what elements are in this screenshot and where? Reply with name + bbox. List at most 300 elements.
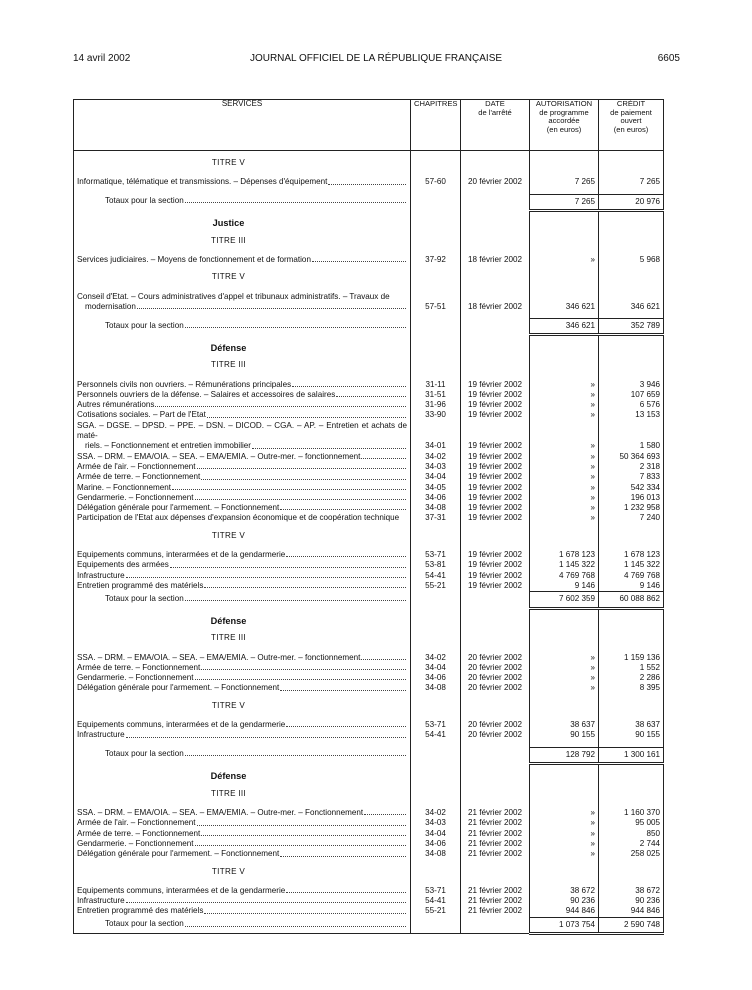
service-label bbox=[74, 839, 411, 849]
empty-cell bbox=[411, 353, 461, 379]
autorisation-cell: » bbox=[530, 513, 599, 523]
leader-dots bbox=[292, 380, 406, 387]
service-label bbox=[74, 663, 411, 673]
empty-cell bbox=[599, 210, 664, 228]
autorisation-cell: 9 146 bbox=[530, 581, 599, 592]
service-text: Marine. – Fonctionnement bbox=[77, 482, 172, 492]
leader-dots bbox=[172, 483, 406, 490]
autorisation-cell: » bbox=[530, 400, 599, 410]
date-cell: 21 février 2002 bbox=[461, 896, 530, 906]
chapitre-cell: 34-06 bbox=[411, 839, 461, 849]
autorisation-cell: 4 769 768 bbox=[530, 571, 599, 581]
titre-heading: TITRE III bbox=[74, 782, 411, 808]
service-text: Gendarmerie. – Fonctionnement bbox=[77, 838, 194, 848]
autorisation-cell: 346 621 bbox=[530, 292, 599, 313]
titre-heading: TITRE V bbox=[74, 860, 411, 886]
chapitre-cell: 34-05 bbox=[411, 483, 461, 493]
service-label bbox=[74, 177, 411, 187]
ministry-heading: Justice bbox=[74, 210, 411, 228]
date-cell: 19 février 2002 bbox=[461, 493, 530, 503]
service-label bbox=[74, 886, 411, 896]
chapitre-cell: 34-04 bbox=[411, 663, 461, 673]
total-credit: 20 976 bbox=[599, 194, 664, 210]
date-cell: 20 février 2002 bbox=[461, 673, 530, 683]
table-row bbox=[74, 839, 664, 849]
service-text: Délégation générale pour l'armement. – Fonctionnement bbox=[77, 683, 280, 693]
leader-dots bbox=[336, 390, 406, 397]
empty-cell bbox=[411, 608, 461, 626]
empty-cell bbox=[461, 592, 530, 608]
credit-cell: 258 025 bbox=[599, 849, 664, 859]
chapitre-cell: 34-08 bbox=[411, 503, 461, 513]
date-cell: 20 février 2002 bbox=[461, 653, 530, 663]
empty-cell bbox=[530, 608, 599, 626]
empty-cell bbox=[599, 335, 664, 353]
chapitre-cell: 34-02 bbox=[411, 452, 461, 462]
date-cell: 20 février 2002 bbox=[461, 683, 530, 693]
col-chapitres: CHAPITRES bbox=[411, 100, 461, 151]
service-text: Infrastructure bbox=[77, 896, 125, 906]
titre-heading: TITRE V bbox=[74, 694, 411, 720]
ministry-heading: Défense bbox=[74, 608, 411, 626]
chapitre-cell: 31-11 bbox=[411, 380, 461, 390]
credit-cell: 5 968 bbox=[599, 255, 664, 265]
col-ap-l4: (en euros) bbox=[546, 124, 582, 134]
titre-heading-row bbox=[74, 265, 664, 291]
autorisation-cell: » bbox=[530, 410, 599, 420]
date-cell: 19 février 2002 bbox=[461, 503, 530, 513]
chapitre-cell: 57-60 bbox=[411, 177, 461, 187]
date-cell: 21 février 2002 bbox=[461, 818, 530, 828]
section-heading-row bbox=[74, 763, 664, 781]
credit-cell: 13 153 bbox=[599, 410, 664, 420]
autorisation-cell: » bbox=[530, 503, 599, 513]
credit-cell: 107 659 bbox=[599, 390, 664, 400]
service-label bbox=[74, 380, 411, 390]
leader-dots bbox=[155, 400, 406, 407]
table-row bbox=[74, 421, 664, 452]
table-row bbox=[74, 472, 664, 482]
empty-cell bbox=[599, 229, 664, 255]
service-label bbox=[74, 410, 411, 420]
titre-heading: TITRE III bbox=[74, 353, 411, 379]
service-text: Armée de terre. – Fonctionnement bbox=[77, 828, 201, 838]
table-row bbox=[74, 513, 664, 523]
leader-dots bbox=[252, 441, 406, 448]
total-autorisation: 7 265 bbox=[530, 194, 599, 210]
empty-cell bbox=[530, 265, 599, 291]
total-text: Totaux pour la section bbox=[105, 593, 184, 603]
autorisation-cell: » bbox=[530, 818, 599, 828]
total-autorisation: 346 621 bbox=[530, 319, 599, 335]
service-text: Participation de l'Etat aux dépenses d'expansion économique et de coopération technique bbox=[77, 513, 400, 523]
chapitre-cell: 31-51 bbox=[411, 390, 461, 400]
date-cell: 21 février 2002 bbox=[461, 829, 530, 839]
table-body bbox=[74, 151, 664, 934]
col-date-l1: DATE bbox=[485, 99, 505, 108]
autorisation-cell: » bbox=[530, 808, 599, 818]
table-row bbox=[74, 581, 664, 592]
date-cell: 19 février 2002 bbox=[461, 513, 530, 523]
titre-heading: TITRE V bbox=[74, 265, 411, 291]
autorisation-cell: 944 846 bbox=[530, 906, 599, 917]
credit-cell: 50 364 693 bbox=[599, 452, 664, 462]
service-text: Entretien programmé des matériels bbox=[77, 906, 204, 916]
service-text: Gendarmerie. – Fonctionnement bbox=[77, 492, 194, 502]
autorisation-cell: » bbox=[530, 452, 599, 462]
empty-cell bbox=[461, 319, 530, 335]
service-label bbox=[74, 673, 411, 683]
empty-cell bbox=[411, 626, 461, 652]
leader-dots bbox=[207, 410, 406, 417]
autorisation-cell: » bbox=[530, 653, 599, 663]
date-cell: 20 février 2002 bbox=[461, 720, 530, 730]
leader-dots bbox=[286, 550, 406, 557]
titre-heading-row bbox=[74, 694, 664, 720]
empty-cell bbox=[461, 353, 530, 379]
table-row bbox=[74, 483, 664, 493]
service-text: Infrastructure bbox=[77, 730, 125, 740]
total-text: Totaux pour la section bbox=[105, 196, 184, 206]
empty-cell bbox=[411, 194, 461, 210]
autorisation-cell: 90 155 bbox=[530, 730, 599, 740]
total-autorisation: 1 073 754 bbox=[530, 917, 599, 933]
chapitre-cell: 31-96 bbox=[411, 400, 461, 410]
empty-cell bbox=[599, 763, 664, 781]
autorisation-cell: 1 678 123 bbox=[530, 550, 599, 560]
service-label bbox=[74, 421, 411, 452]
empty-cell bbox=[599, 626, 664, 652]
total-autorisation: 7 602 359 bbox=[530, 592, 599, 608]
total-text: Totaux pour la section bbox=[105, 749, 184, 759]
empty-cell bbox=[599, 151, 664, 178]
service-text: Délégation générale pour l'armement. – Fonctionnement bbox=[77, 503, 280, 513]
table-row bbox=[74, 452, 664, 462]
leader-dots bbox=[185, 321, 406, 328]
service-label bbox=[74, 513, 411, 523]
empty-cell bbox=[461, 524, 530, 550]
chapitre-cell: 54-41 bbox=[411, 896, 461, 906]
empty-cell bbox=[461, 626, 530, 652]
chapitre-cell: 34-08 bbox=[411, 849, 461, 859]
service-text: Gendarmerie. – Fonctionnement bbox=[77, 673, 194, 683]
table-row bbox=[74, 896, 664, 906]
service-text: Armée de terre. – Fonctionnement bbox=[77, 472, 201, 482]
service-text-line1: Conseil d'Etat. – Cours administratives d'appel et tribunaux administratifs. – Travaux de bbox=[77, 291, 390, 301]
col-date-l2: de l'arrêté bbox=[478, 107, 512, 117]
total-label bbox=[74, 592, 411, 608]
service-text: Services judiciaires. – Moyens de fonctionnement et de formation bbox=[77, 254, 311, 264]
empty-cell bbox=[461, 608, 530, 626]
autorisation-cell: » bbox=[530, 849, 599, 859]
credit-cell: 1 159 136 bbox=[599, 653, 664, 663]
service-text: Entretien programmé des matériels bbox=[77, 580, 204, 590]
service-text: Equipements communs, interarmées et de la gendarmerie bbox=[77, 720, 286, 730]
titre-heading-row bbox=[74, 353, 664, 379]
date-cell: 19 février 2002 bbox=[461, 550, 530, 560]
empty-cell bbox=[599, 782, 664, 808]
autorisation-cell: 1 145 322 bbox=[530, 560, 599, 570]
date-cell: 19 février 2002 bbox=[461, 400, 530, 410]
leader-dots bbox=[364, 808, 406, 815]
empty-cell bbox=[599, 860, 664, 886]
date-cell: 21 février 2002 bbox=[461, 839, 530, 849]
ministry-heading: Défense bbox=[74, 335, 411, 353]
service-text: Personnels ouvriers de la défense. – Salaires et accessoires de salaires bbox=[77, 389, 336, 399]
credit-cell: 38 637 bbox=[599, 720, 664, 730]
empty-cell bbox=[411, 151, 461, 178]
table-row bbox=[74, 380, 664, 390]
empty-cell bbox=[461, 694, 530, 720]
chapitre-cell: 34-02 bbox=[411, 653, 461, 663]
autorisation-cell: » bbox=[530, 380, 599, 390]
credit-cell: 2 286 bbox=[599, 673, 664, 683]
leader-dots bbox=[137, 302, 406, 309]
leader-dots bbox=[185, 919, 406, 926]
chapitre-cell: 34-04 bbox=[411, 829, 461, 839]
service-label bbox=[74, 683, 411, 693]
chapitre-cell: 34-04 bbox=[411, 472, 461, 482]
table-row bbox=[74, 829, 664, 839]
credit-cell: 7 265 bbox=[599, 177, 664, 187]
empty-cell bbox=[461, 763, 530, 781]
autorisation-cell: » bbox=[530, 390, 599, 400]
credit-cell: 38 672 bbox=[599, 886, 664, 896]
chapitre-cell: 34-03 bbox=[411, 818, 461, 828]
date-cell: 19 février 2002 bbox=[461, 452, 530, 462]
date-cell: 19 février 2002 bbox=[461, 581, 530, 592]
leader-dots bbox=[197, 462, 406, 469]
empty-cell bbox=[530, 782, 599, 808]
col-ap-l2: de programme bbox=[539, 107, 589, 117]
leader-dots bbox=[361, 452, 406, 459]
empty-cell bbox=[599, 694, 664, 720]
empty-cell bbox=[411, 229, 461, 255]
credit-cell: 6 576 bbox=[599, 400, 664, 410]
service-label bbox=[74, 550, 411, 560]
credit-cell: 2 744 bbox=[599, 839, 664, 849]
credit-cell: 1 160 370 bbox=[599, 808, 664, 818]
service-text: Equipements des armées bbox=[77, 560, 169, 570]
leader-dots bbox=[126, 896, 406, 903]
total-label bbox=[74, 194, 411, 210]
table-row bbox=[74, 673, 664, 683]
service-label bbox=[74, 560, 411, 570]
service-label bbox=[74, 452, 411, 462]
credit-cell: 90 236 bbox=[599, 896, 664, 906]
service-label bbox=[74, 653, 411, 663]
chapitre-cell: 54-41 bbox=[411, 571, 461, 581]
empty-cell bbox=[461, 151, 530, 178]
table-row bbox=[74, 560, 664, 570]
table-row bbox=[74, 550, 664, 560]
credit-cell: 7 240 bbox=[599, 513, 664, 523]
empty-cell bbox=[530, 524, 599, 550]
total-autorisation: 128 792 bbox=[530, 747, 599, 763]
empty-cell bbox=[411, 917, 461, 933]
service-label bbox=[74, 255, 411, 265]
credit-cell: 944 846 bbox=[599, 906, 664, 917]
leader-dots bbox=[328, 177, 406, 184]
service-text: Personnels civils non ouvriers. – Rémunérations principales bbox=[77, 379, 292, 389]
section-total-row bbox=[74, 917, 664, 933]
credit-cell: 2 318 bbox=[599, 462, 664, 472]
service-text-line2: modernisation bbox=[85, 301, 136, 311]
service-label bbox=[74, 720, 411, 730]
total-credit: 1 300 161 bbox=[599, 747, 664, 763]
autorisation-cell: » bbox=[530, 663, 599, 673]
total-label bbox=[74, 917, 411, 933]
date-cell: 19 février 2002 bbox=[461, 560, 530, 570]
leader-dots bbox=[286, 720, 406, 727]
section-total-row bbox=[74, 592, 664, 608]
chapitre-cell: 37-31 bbox=[411, 513, 461, 523]
table-row bbox=[74, 571, 664, 581]
empty-cell bbox=[530, 626, 599, 652]
table-row bbox=[74, 400, 664, 410]
empty-cell bbox=[599, 265, 664, 291]
table-row bbox=[74, 493, 664, 503]
table-row bbox=[74, 177, 664, 187]
date-cell: 20 février 2002 bbox=[461, 177, 530, 187]
table-row bbox=[74, 653, 664, 663]
leader-dots bbox=[286, 886, 406, 893]
chapitre-cell: 37-92 bbox=[411, 255, 461, 265]
leader-dots bbox=[195, 493, 406, 500]
table-row bbox=[74, 255, 664, 265]
table-row bbox=[74, 390, 664, 400]
autorisation-cell: 7 265 bbox=[530, 177, 599, 187]
service-label bbox=[74, 818, 411, 828]
chapitre-cell: 53-71 bbox=[411, 886, 461, 896]
autorisation-cell: » bbox=[530, 255, 599, 265]
table-row bbox=[74, 663, 664, 673]
titre-heading-row bbox=[74, 229, 664, 255]
credits-table bbox=[73, 99, 664, 935]
chapitre-cell: 53-71 bbox=[411, 550, 461, 560]
chapitre-cell: 55-21 bbox=[411, 906, 461, 917]
credit-cell: 9 146 bbox=[599, 581, 664, 592]
service-label bbox=[74, 730, 411, 740]
credit-cell: 1 552 bbox=[599, 663, 664, 673]
empty-cell bbox=[411, 860, 461, 886]
autorisation-cell: » bbox=[530, 829, 599, 839]
leader-dots bbox=[195, 673, 406, 680]
service-label bbox=[74, 462, 411, 472]
service-label bbox=[74, 493, 411, 503]
empty-cell bbox=[461, 782, 530, 808]
service-label bbox=[74, 829, 411, 839]
total-text: Totaux pour la section bbox=[105, 320, 184, 330]
empty-cell bbox=[461, 265, 530, 291]
service-label bbox=[74, 503, 411, 513]
credit-cell: 850 bbox=[599, 829, 664, 839]
empty-cell bbox=[461, 860, 530, 886]
date-cell: 18 février 2002 bbox=[461, 292, 530, 313]
total-credit: 60 088 862 bbox=[599, 592, 664, 608]
col-cp-l3: ouvert bbox=[620, 116, 642, 126]
credit-cell: 1 232 958 bbox=[599, 503, 664, 513]
table-row bbox=[74, 886, 664, 896]
empty-cell bbox=[461, 194, 530, 210]
credit-cell: 90 155 bbox=[599, 730, 664, 740]
service-label bbox=[74, 483, 411, 493]
leader-dots bbox=[185, 196, 406, 203]
total-credit: 2 590 748 bbox=[599, 917, 664, 933]
table-row bbox=[74, 410, 664, 420]
empty-cell bbox=[599, 608, 664, 626]
date-cell: 19 février 2002 bbox=[461, 380, 530, 390]
credit-cell: 196 013 bbox=[599, 493, 664, 503]
titre-heading-row bbox=[74, 782, 664, 808]
empty-cell bbox=[461, 335, 530, 353]
chapitre-cell: 57-51 bbox=[411, 292, 461, 313]
titre-heading-row bbox=[74, 151, 664, 178]
leader-dots bbox=[201, 663, 406, 670]
col-credit bbox=[599, 100, 664, 151]
empty-cell bbox=[461, 210, 530, 228]
col-date bbox=[461, 100, 530, 151]
chapitre-cell: 55-21 bbox=[411, 581, 461, 592]
date-cell: 21 février 2002 bbox=[461, 906, 530, 917]
col-ap-l3: accordée bbox=[548, 116, 580, 126]
section-heading-row bbox=[74, 210, 664, 228]
credit-cell: 1 678 123 bbox=[599, 550, 664, 560]
titre-heading: TITRE III bbox=[74, 229, 411, 255]
leader-dots bbox=[126, 730, 406, 737]
empty-cell bbox=[411, 747, 461, 763]
total-label bbox=[74, 319, 411, 335]
service-text: Infrastructure bbox=[77, 570, 125, 580]
journal-title: JOURNAL OFFICIEL DE LA RÉPUBLIQUE FRANÇAISE bbox=[249, 53, 503, 64]
empty-cell bbox=[411, 210, 461, 228]
date-cell: 19 février 2002 bbox=[461, 571, 530, 581]
date-cell: 19 février 2002 bbox=[461, 410, 530, 420]
chapitre-cell: 34-01 bbox=[411, 421, 461, 452]
empty-cell bbox=[599, 353, 664, 379]
leader-dots bbox=[312, 255, 406, 262]
service-text: Armée de l'air. – Fonctionnement bbox=[77, 818, 196, 828]
leader-dots bbox=[280, 503, 406, 510]
date-cell: 20 février 2002 bbox=[461, 663, 530, 673]
credit-cell: 346 621 bbox=[599, 292, 664, 313]
leader-dots bbox=[197, 818, 406, 825]
col-cp-l4: (en euros) bbox=[613, 124, 649, 134]
empty-cell bbox=[461, 229, 530, 255]
autorisation-cell: » bbox=[530, 462, 599, 472]
credit-cell: 4 769 768 bbox=[599, 571, 664, 581]
credit-cell: 8 395 bbox=[599, 683, 664, 693]
table-row bbox=[74, 503, 664, 513]
autorisation-cell: » bbox=[530, 683, 599, 693]
service-text: SSA. – DRM. – EMA/OIA. – SEA. – EMA/EMIA. – Outre-mer. – fonctionnement bbox=[77, 451, 361, 461]
leader-dots bbox=[201, 472, 406, 479]
date-cell: 21 février 2002 bbox=[461, 886, 530, 896]
leader-dots bbox=[185, 749, 406, 756]
col-autorisation bbox=[530, 100, 599, 151]
table-row bbox=[74, 906, 664, 917]
credit-cell: 95 005 bbox=[599, 818, 664, 828]
section-heading-row bbox=[74, 608, 664, 626]
service-label bbox=[74, 472, 411, 482]
empty-cell bbox=[411, 319, 461, 335]
col-services: SERVICES bbox=[74, 100, 411, 151]
service-label bbox=[74, 390, 411, 400]
autorisation-cell: » bbox=[530, 493, 599, 503]
empty-cell bbox=[461, 747, 530, 763]
total-credit: 352 789 bbox=[599, 319, 664, 335]
service-label bbox=[74, 896, 411, 906]
